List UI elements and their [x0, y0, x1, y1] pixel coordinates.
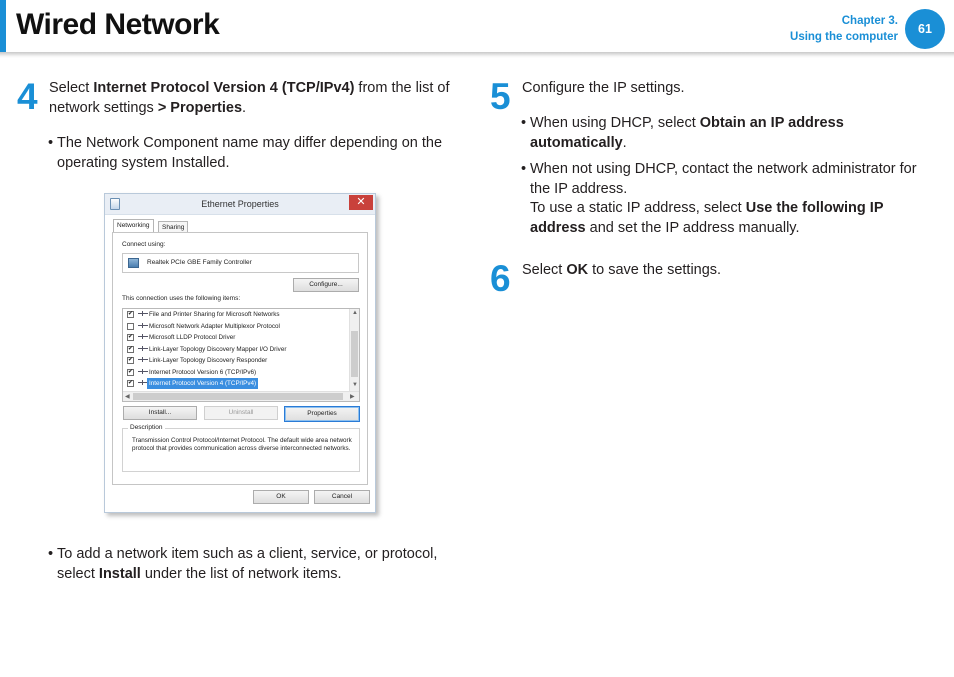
- step-5-bullet-2: [521, 160, 931, 238]
- item-checkbox[interactable]: ✔: [128, 311, 134, 317]
- step-6-number: 6: [490, 258, 511, 299]
- tab-networking[interactable]: Networking: [113, 219, 154, 233]
- step-5-bullet-1-post: .: [622, 134, 627, 151]
- network-component-icon: [138, 336, 148, 339]
- step-5-number: 5: [490, 76, 511, 117]
- network-component-icon: [138, 313, 148, 316]
- list-item[interactable]: [125, 332, 345, 343]
- item-label: Link-Layer Topology Discovery Mapper I/O Driver: [149, 345, 287, 353]
- step-4-bullet-2-install: Install: [98, 565, 141, 582]
- item-checkbox[interactable]: [127, 323, 134, 330]
- vertical-scrollbar[interactable]: [349, 309, 359, 391]
- step-6-text-pre: Select: [522, 262, 567, 278]
- item-label: Internet Protocol Version 6 (TCP/IPv6): [149, 368, 257, 376]
- item-label: Microsoft Network Adapter Multiplexor Protocol: [149, 322, 280, 330]
- connect-using-label: Connect using:: [122, 241, 166, 248]
- list-item[interactable]: [125, 321, 345, 332]
- cancel-button[interactable]: Cancel: [314, 490, 370, 504]
- network-component-icon: [138, 359, 148, 362]
- items-label: This connection uses the following items:: [122, 295, 241, 302]
- ok-button[interactable]: OK: [253, 490, 309, 504]
- item-label: File and Printer Sharing for Microsoft Networks: [149, 311, 280, 318]
- item-checkbox[interactable]: ✔: [128, 357, 134, 363]
- step-4-bullet-2-pre: To add a network item such as a client, service, or protocol, select: [57, 546, 438, 582]
- step-4-text-pre: Select: [49, 80, 94, 96]
- step-6-text-post: to save the settings.: [588, 262, 722, 278]
- step-4-text-post: .: [242, 99, 247, 116]
- item-checkbox[interactable]: ✔: [128, 368, 134, 375]
- adapter-name: Realtek PCIe GBE Family Controller: [147, 259, 252, 266]
- scroll-down-icon[interactable]: ▼: [352, 382, 358, 388]
- step-5-bullet-2-line-1: • When not using DHCP, contact the network administrator for the IP address.: [530, 161, 917, 197]
- network-component-icon: [138, 371, 148, 374]
- description-group: [122, 424, 360, 472]
- ethernet-properties-dialog: [104, 193, 376, 513]
- close-button[interactable]: ✕: [349, 195, 373, 210]
- step-5-bullet-1-obtain: Obtain an IP address automatically: [530, 115, 844, 151]
- tab-sharing[interactable]: Sharing: [158, 221, 188, 233]
- step-5-bullet-1: [521, 114, 931, 153]
- item-checkbox[interactable]: ✔: [128, 345, 134, 352]
- page-number-badge: 61: [905, 9, 945, 49]
- item-checkbox[interactable]: ✔: [128, 334, 134, 340]
- header-accent-bar: [0, 0, 6, 52]
- step-4-bullet-2-post: under the list of network items.: [140, 565, 342, 582]
- step-4-text-properties: > Properties: [157, 99, 243, 116]
- step-4-text-mid: from the list of network settings: [49, 80, 450, 116]
- step-5-bullet-1-pre: When using DHCP, select: [530, 115, 700, 131]
- item-label: Link-Layer Topology Discovery Responder: [149, 357, 268, 364]
- header-divider: [0, 52, 954, 58]
- scroll-thumb[interactable]: [351, 331, 358, 377]
- dialog-title: Ethernet Properties: [201, 199, 279, 209]
- scroll-left-icon[interactable]: ◀: [125, 394, 130, 400]
- step-5-text: Configure the IP settings.: [522, 80, 685, 96]
- step-4-text-protocol: Internet Protocol Version 4 (TCP/IPv4): [93, 80, 355, 96]
- step-4-bullet-1: • The Network Component name may differ depending on the operating system Installed.: [48, 134, 458, 173]
- item-label: Microsoft LLDP Protocol Driver: [149, 334, 236, 341]
- list-item[interactable]: [125, 367, 345, 378]
- network-adapter-icon: [128, 258, 139, 268]
- list-item[interactable]: [125, 344, 345, 355]
- step-4-number: 4: [17, 76, 38, 117]
- item-checkbox[interactable]: ✔: [128, 380, 134, 386]
- network-component-icon: [138, 325, 148, 328]
- network-component-icon: [138, 348, 148, 351]
- networking-panel: [112, 232, 368, 485]
- step-4-bullet-2: [48, 545, 468, 584]
- description-text: Transmission Control Protocol/Internet Protocol. The default wide area network protocol that provides communication across diverse interconnected networks.: [132, 437, 352, 453]
- horizontal-scrollbar[interactable]: [123, 391, 359, 401]
- list-item[interactable]: [125, 309, 345, 320]
- chapter-heading: [790, 13, 898, 45]
- uninstall-button[interactable]: Uninstall: [204, 406, 278, 420]
- item-label: Internet Protocol Version 4 (TCP/IPv4): [149, 380, 257, 387]
- section-label: Using the computer: [790, 31, 898, 43]
- list-item-selected[interactable]: [125, 378, 345, 389]
- scroll-right-icon[interactable]: ▶: [350, 394, 355, 400]
- configure-button[interactable]: Configure...: [293, 278, 359, 292]
- step-6-text: [522, 261, 932, 281]
- network-items-list[interactable]: [122, 308, 360, 402]
- step-5-bullet-2-post: and set the IP address manually.: [585, 219, 800, 236]
- step-6-text-ok: OK: [566, 262, 589, 278]
- scroll-up-icon[interactable]: ▲: [352, 310, 358, 316]
- step-4-text: [49, 79, 459, 118]
- chapter-label: Chapter 3.: [841, 15, 898, 27]
- install-button[interactable]: Install...: [123, 406, 197, 420]
- step-5-bullet-2-line-2: [530, 199, 931, 238]
- properties-button[interactable]: Properties: [284, 406, 360, 422]
- step-5-bullet-2-static: Use the following IP address: [530, 200, 884, 236]
- adapter-box: [122, 253, 359, 273]
- dialog-titlebar: [105, 194, 375, 215]
- step-5-bullet-2-pre: To use a static IP address, select: [530, 200, 746, 216]
- list-item[interactable]: [125, 355, 345, 366]
- scroll-thumb[interactable]: [133, 393, 343, 400]
- page-title: Wired Network: [16, 8, 220, 41]
- description-label: Description: [130, 424, 163, 431]
